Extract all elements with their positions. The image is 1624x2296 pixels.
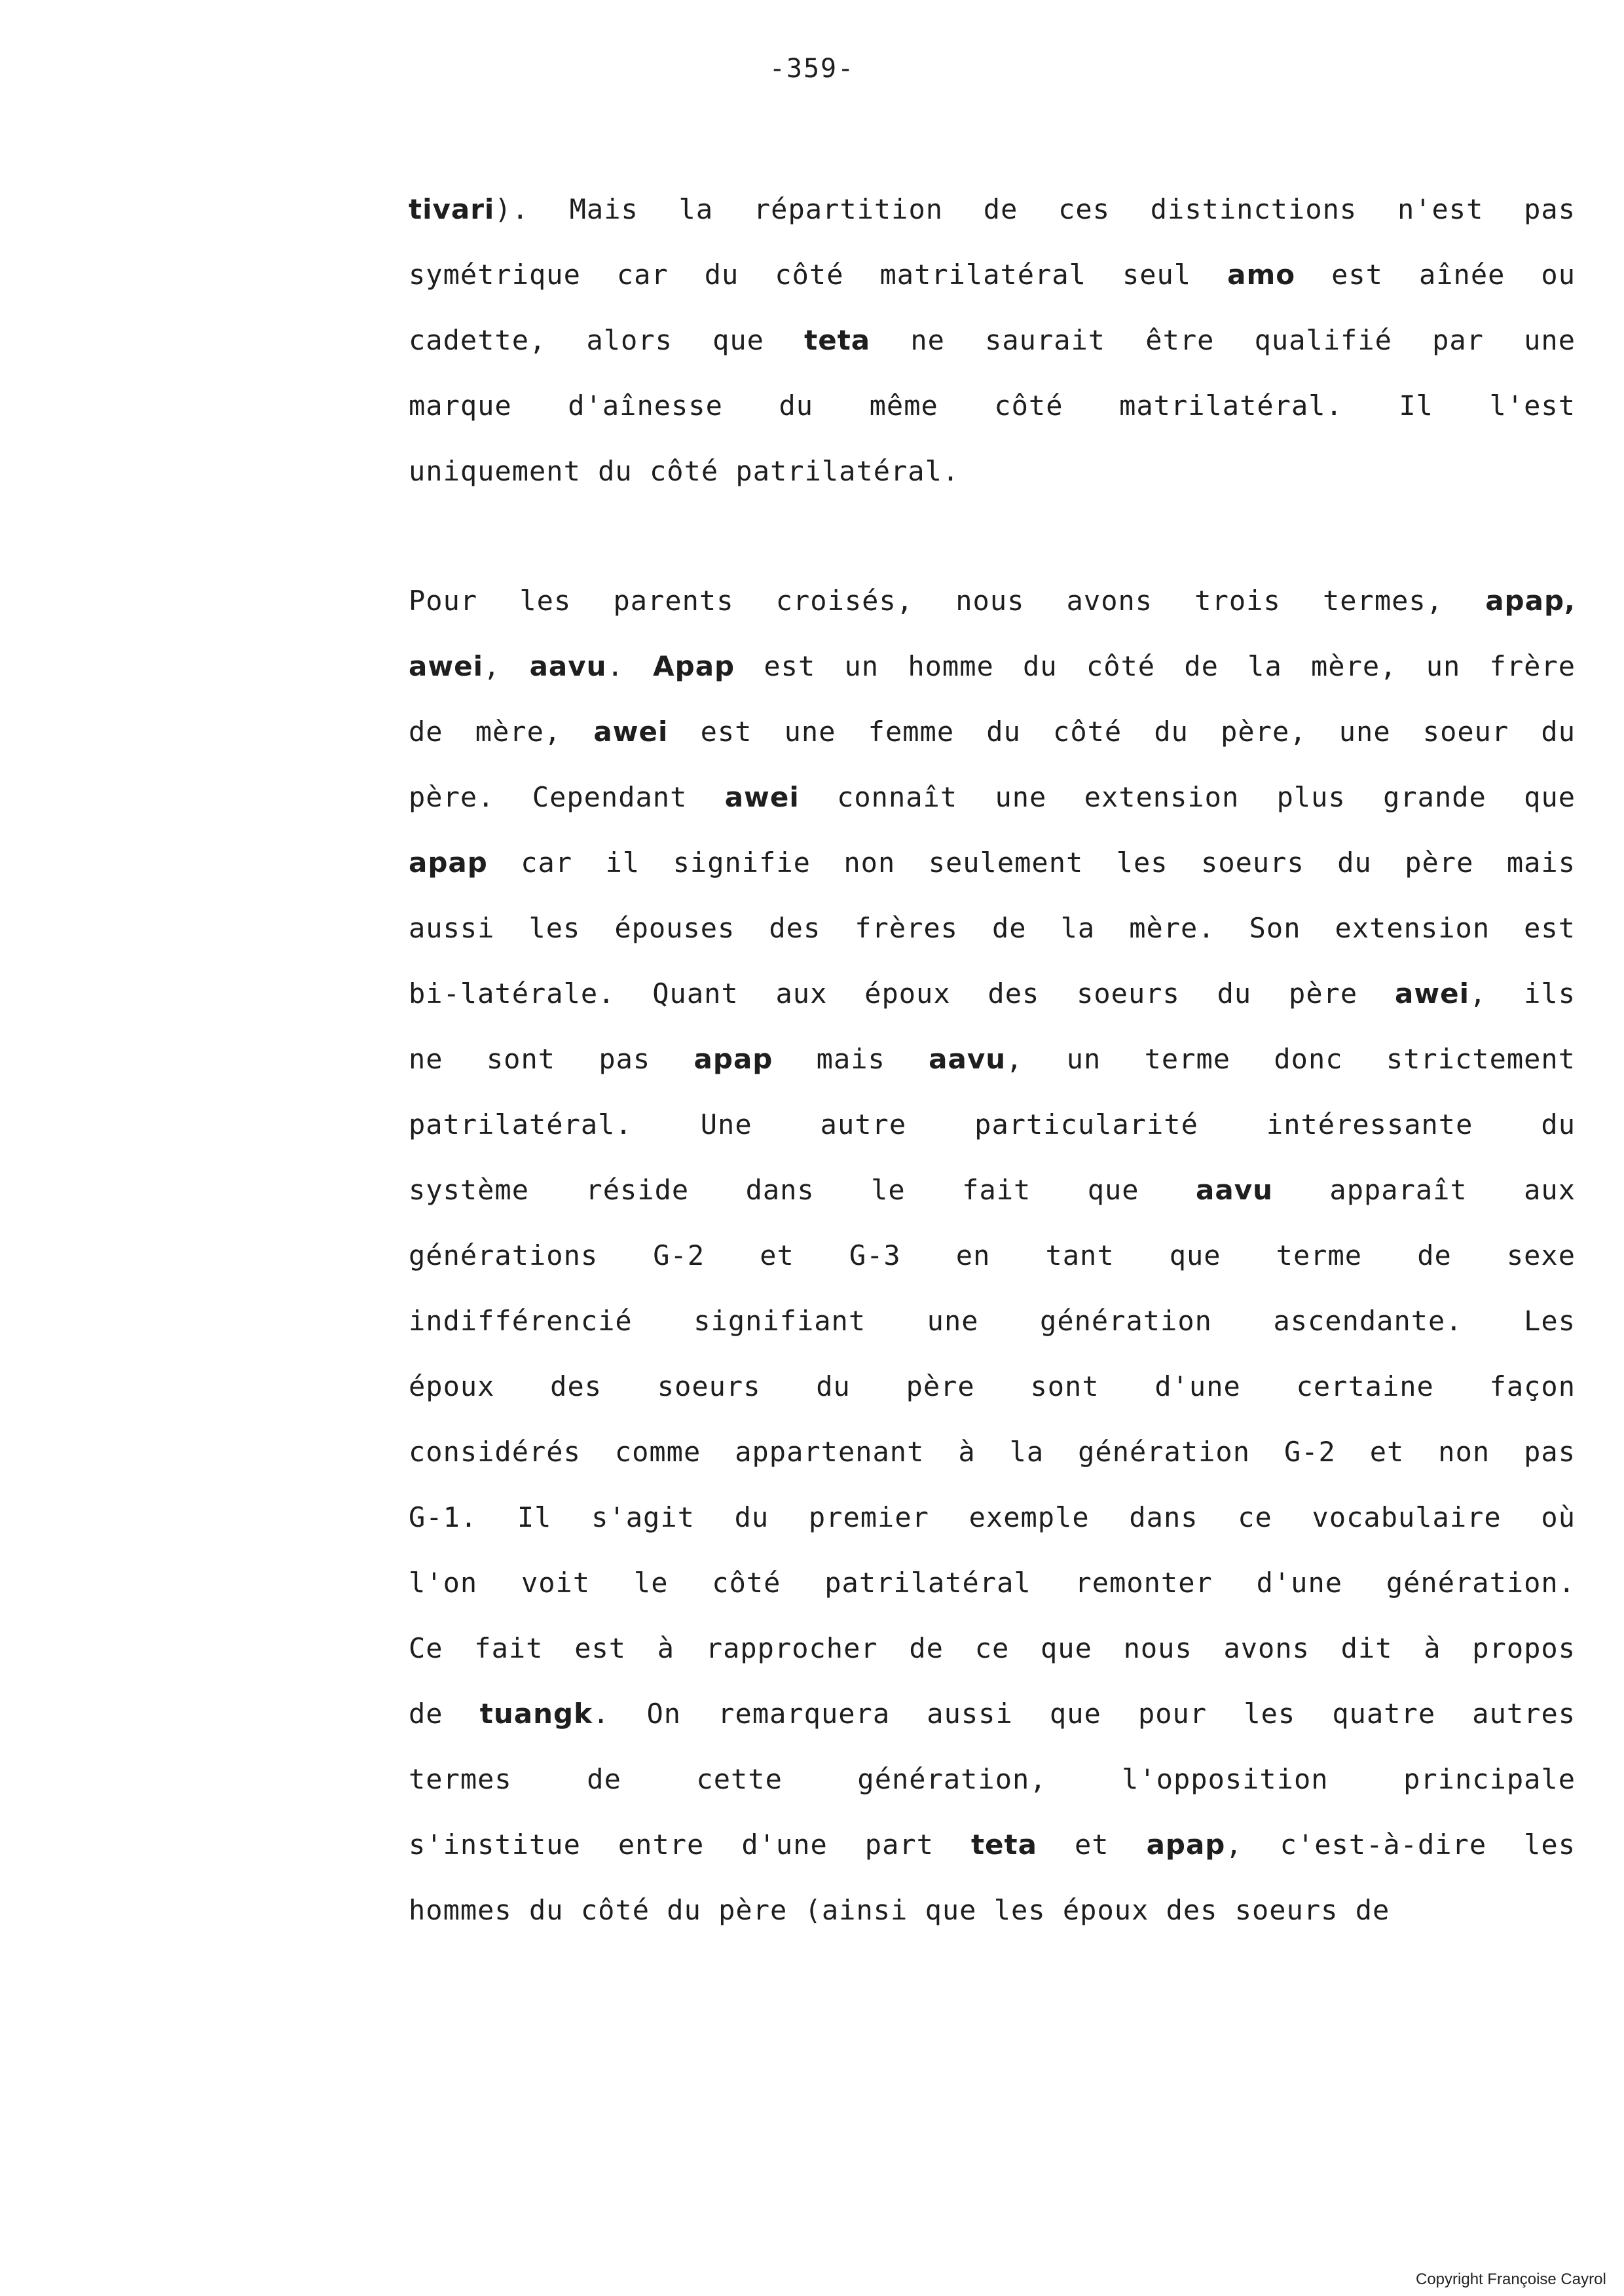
text-segment: apparaît aux bbox=[1272, 1174, 1576, 1206]
text-segment: de bbox=[409, 1698, 480, 1730]
text-line bbox=[409, 1027, 1576, 1092]
text-line bbox=[409, 1419, 1576, 1485]
text-line bbox=[409, 896, 1576, 961]
text-segment: hommes du côté du père (ainsi que les époux des soeurs de bbox=[409, 1894, 1390, 1926]
text-segment: est aînée ou bbox=[1295, 259, 1576, 291]
text-segment: aussi les épouses des frères de la mère. Son extension est bbox=[409, 912, 1576, 944]
bold-term: apap bbox=[1146, 1829, 1226, 1861]
text-segment: ne saurait être qualifié par une bbox=[870, 324, 1576, 356]
paragraph-2 bbox=[409, 568, 1576, 1943]
text-line bbox=[409, 373, 1576, 439]
bold-term: aavu bbox=[929, 1043, 1006, 1075]
text-line bbox=[409, 1681, 1576, 1747]
text-segment: père. Cependant bbox=[409, 781, 725, 813]
text-segment: , ils bbox=[1469, 977, 1576, 1010]
text-line bbox=[409, 765, 1576, 830]
bold-term: teta bbox=[970, 1829, 1037, 1861]
text-segment: époux des soeurs du père sont d'une certaine façon bbox=[409, 1370, 1576, 1402]
bold-term: aavu bbox=[1196, 1174, 1273, 1206]
text-segment: Ce fait est à rapprocher de ce que nous avons dit à propos bbox=[409, 1632, 1576, 1664]
page-number: -359- bbox=[769, 54, 855, 84]
bold-term: teta bbox=[804, 324, 871, 356]
text-segment: l'on voit le côté patrilatéral remonter d'une génération. bbox=[409, 1567, 1576, 1599]
text-segment: , c'est-à-dire les bbox=[1225, 1829, 1576, 1861]
text-line bbox=[409, 1223, 1576, 1288]
text-line bbox=[409, 1092, 1576, 1157]
bold-term: apap bbox=[693, 1043, 773, 1075]
bold-term: Apap bbox=[653, 650, 735, 682]
text-segment: G-1. Il s'agit du premier exemple dans ce vocabulaire où bbox=[409, 1501, 1576, 1533]
text-segment: bi-latérale. Quant aux époux des soeurs du père bbox=[409, 977, 1395, 1010]
text-line bbox=[409, 1485, 1576, 1550]
text-segment: , un terme donc strictement bbox=[1006, 1043, 1576, 1075]
text-segment: . On remarquera aussi que pour les quatre autres bbox=[593, 1698, 1576, 1730]
copyright-notice: Copyright Françoise Cayrol bbox=[1416, 2270, 1606, 2288]
text-segment: patrilatéral. Une autre particularité intéressante du bbox=[409, 1108, 1576, 1140]
text-segment: et bbox=[1037, 1829, 1147, 1861]
bold-term: awei bbox=[593, 716, 669, 748]
text-line bbox=[409, 568, 1576, 634]
text-line bbox=[409, 1157, 1576, 1223]
text-segment: cadette, alors que bbox=[409, 324, 805, 356]
text-segment: connaît une extension plus grande que bbox=[799, 781, 1576, 813]
text-line bbox=[409, 308, 1576, 373]
text-line bbox=[409, 699, 1576, 765]
text-segment: générations G-2 et G-3 en tant que terme de sexe bbox=[409, 1239, 1576, 1271]
text-segment: indifférencié signifiant une génération ascendante. Les bbox=[409, 1305, 1576, 1337]
text-segment: considérés comme appartenant à la génération G-2 et non pas bbox=[409, 1436, 1576, 1468]
text-segment: mais bbox=[773, 1043, 929, 1075]
text-line bbox=[409, 439, 1576, 504]
text-segment: de mère, bbox=[409, 716, 594, 748]
text-segment: est une femme du côté du père, une soeur du bbox=[668, 716, 1576, 748]
bold-term: apap, bbox=[1485, 585, 1576, 617]
text-line bbox=[409, 1878, 1576, 1943]
text-segment: . bbox=[606, 650, 654, 682]
text-line bbox=[409, 1354, 1576, 1419]
text-line bbox=[409, 1288, 1576, 1354]
bold-term: awei bbox=[1395, 977, 1470, 1010]
bold-term: apap bbox=[409, 847, 488, 879]
text-line bbox=[409, 1747, 1576, 1812]
text-line bbox=[409, 1550, 1576, 1616]
text-segment: uniquement du côté patrilatéral. bbox=[409, 455, 960, 487]
text-segment: est un homme du côté de la mère, un frère bbox=[735, 650, 1576, 682]
text-line bbox=[409, 830, 1576, 896]
bold-term: aavu bbox=[529, 650, 607, 682]
text-segment: termes de cette génération, l'opposition principale bbox=[409, 1763, 1576, 1795]
text-segment: Pour les parents croisés, nous avons trois termes, bbox=[409, 585, 1486, 617]
text-line bbox=[409, 1616, 1576, 1681]
paragraph-1 bbox=[409, 177, 1576, 504]
bold-term: awei bbox=[724, 781, 800, 813]
text-line bbox=[409, 1812, 1576, 1878]
text-line bbox=[409, 242, 1576, 308]
bold-term: awei bbox=[409, 650, 484, 682]
text-segment: car il signifie non seulement les soeurs du père mais bbox=[487, 847, 1576, 879]
text-line bbox=[409, 177, 1576, 242]
text-segment: ). Mais la répartition de ces distinctions n'est pas bbox=[494, 193, 1576, 225]
text-segment: système réside dans le fait que bbox=[409, 1174, 1196, 1206]
text-segment: ne sont pas bbox=[409, 1043, 694, 1075]
bold-term: tivari bbox=[409, 193, 495, 225]
text-segment: s'institue entre d'une part bbox=[409, 1829, 971, 1861]
text-segment: , bbox=[483, 650, 530, 682]
text-segment: symétrique car du côté matrilatéral seul bbox=[409, 259, 1228, 291]
bold-term: tuangk bbox=[479, 1698, 593, 1730]
text-segment: marque d'aînesse du même côté matrilatéral. Il l'est bbox=[409, 390, 1576, 422]
text-line bbox=[409, 961, 1576, 1027]
bold-term: amo bbox=[1227, 259, 1296, 291]
text-line bbox=[409, 634, 1576, 699]
